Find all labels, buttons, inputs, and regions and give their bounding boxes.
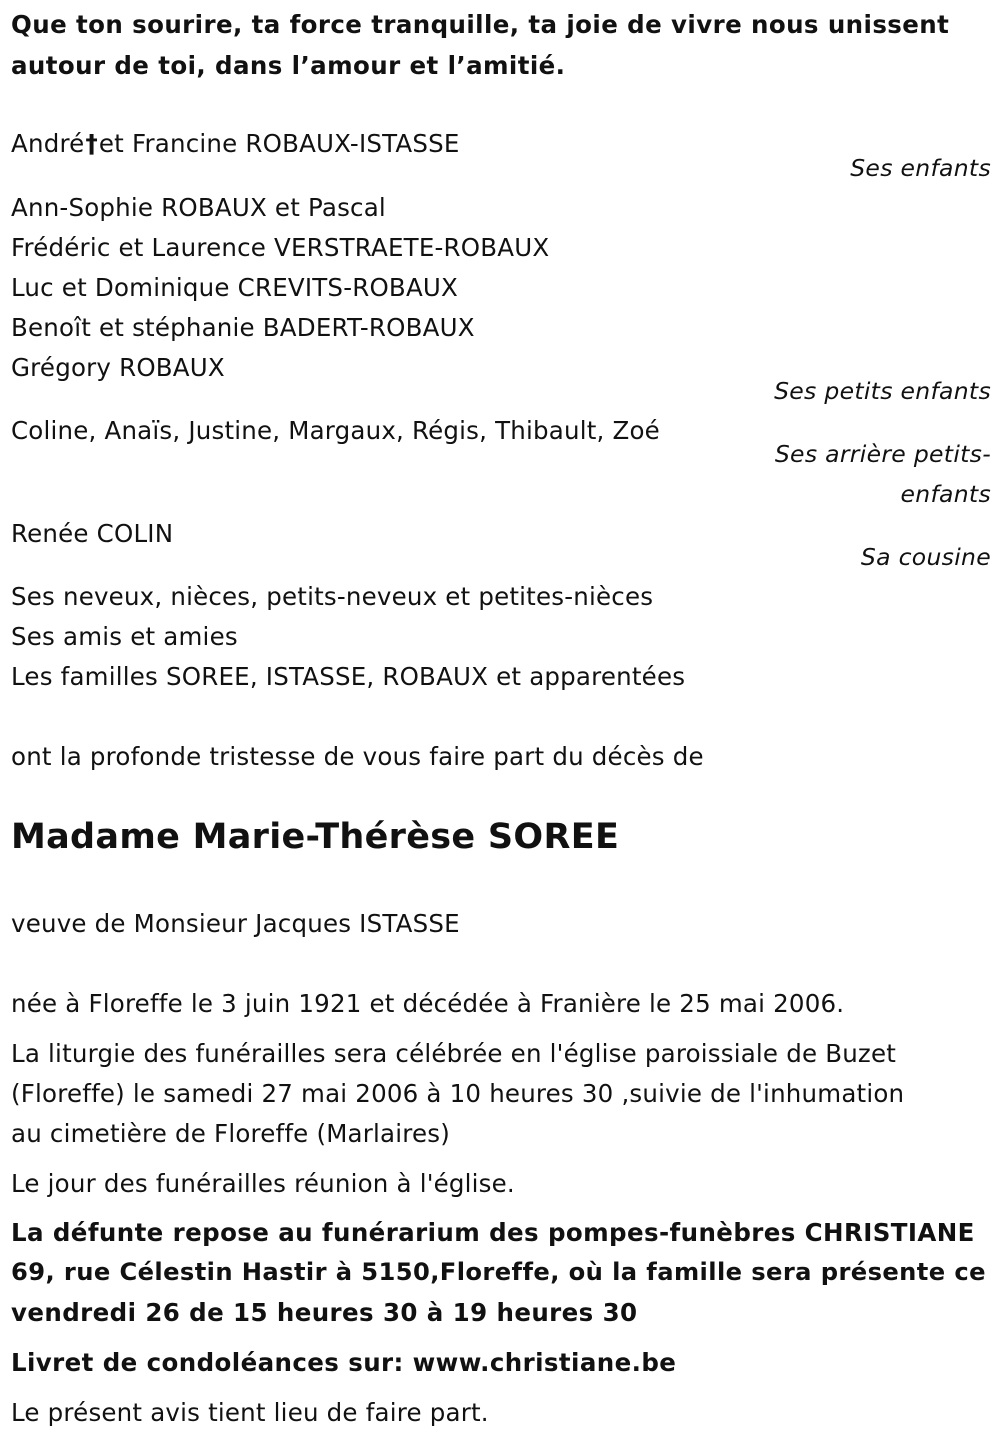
relatives-line: Les familles SOREE, ISTASSE, ROBAUX et apparentées — [11, 662, 686, 691]
label-grandchildren: Ses petits enfants — [774, 377, 991, 405]
quote-line-1: Que ton sourire, ta force tranquille, ta joie de vivre nous unissent — [11, 10, 950, 39]
repose-line: 69, rue Célestin Hastir à 5150,Floreffe, où la famille sera présente ce — [11, 1258, 986, 1286]
child-name-rest: et Francine ROBAUX-ISTASSE — [98, 129, 460, 158]
child-name-first: André — [11, 129, 85, 158]
label-great-grandchildren-line-2: enfants — [900, 480, 991, 508]
announcement-text: ont la profonde tristesse de vous faire part du décès de — [11, 742, 704, 771]
children-names — [11, 129, 460, 158]
deceased-name: Madame Marie-Thérèse SOREE — [11, 817, 620, 857]
grandchild-line: Benoît et stéphanie BADERT-ROBAUX — [11, 313, 475, 342]
meeting-text: Le jour des funérailles réunion à l'église. — [11, 1169, 515, 1198]
label-great-grandchildren-line-1: Ses arrière petits- — [774, 440, 991, 468]
repose-line: vendredi 26 de 15 heures 30 à 19 heures 30 — [11, 1298, 638, 1327]
condolences-text: Livret de condoléances sur: www.christiane.be — [11, 1348, 677, 1377]
liturgy-line: au cimetière de Floreffe (Marlaires) — [11, 1119, 450, 1148]
grandchild-line: Luc et Dominique CREVITS-ROBAUX — [11, 273, 459, 302]
obituary-notice — [11, 0, 991, 1448]
liturgy-line: La liturgie des funérailles sera célébrée en l'église paroissiale de Buzet — [11, 1039, 897, 1068]
great-grandchildren-names: Coline, Anaïs, Justine, Margaux, Régis, Thibault, Zoé — [11, 416, 660, 445]
grandchild-line: Grégory ROBAUX — [11, 353, 225, 382]
relatives-line: Ses amis et amies — [11, 622, 238, 651]
widow-of-text: veuve de Monsieur Jacques ISTASSE — [11, 909, 460, 938]
repose-line: La défunte repose au funérarium des pompes-funèbres CHRISTIANE — [11, 1218, 975, 1247]
cousin-name: Renée COLIN — [11, 519, 174, 548]
quote-line-2: autour de toi, dans l’amour et l’amitié. — [11, 51, 566, 80]
notice-text: Le présent avis tient lieu de faire part. — [11, 1398, 489, 1427]
label-cousin: Sa cousine — [860, 543, 991, 571]
birth-death-text: née à Floreffe le 3 juin 1921 et décédée à Franière le 25 mai 2006. — [11, 989, 845, 1018]
grandchild-line: Frédéric et Laurence VERSTRAETE-ROBAUX — [11, 233, 550, 262]
grandchild-line: Ann-Sophie ROBAUX et Pascal — [11, 193, 386, 222]
label-children: Ses enfants — [850, 154, 991, 182]
cross-icon: † — [85, 129, 98, 158]
liturgy-line: (Floreffe) le samedi 27 mai 2006 à 10 heures 30 ,suivie de l'inhumation — [11, 1079, 905, 1108]
relatives-line: Ses neveux, nièces, petits-neveux et petites-nièces — [11, 582, 654, 611]
